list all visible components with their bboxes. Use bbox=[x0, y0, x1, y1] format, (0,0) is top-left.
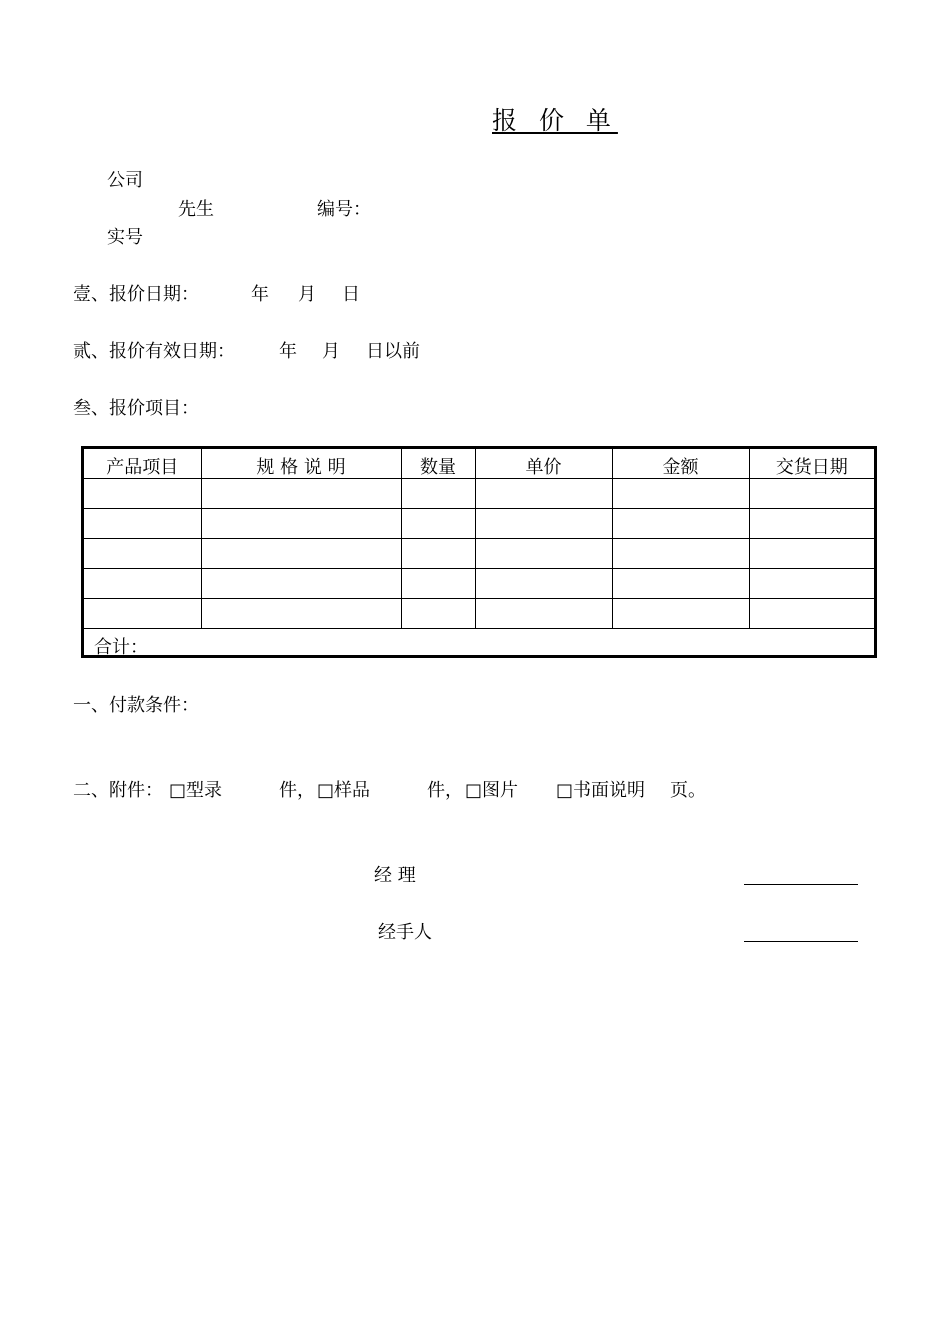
attachments-label: 二、附件： bbox=[73, 780, 163, 801]
table-cell[interactable] bbox=[84, 479, 201, 509]
table-cell[interactable] bbox=[475, 539, 612, 569]
table-cell[interactable] bbox=[84, 509, 201, 539]
table-cell[interactable] bbox=[749, 479, 874, 509]
catalog-checkbox[interactable]: □型录 bbox=[169, 780, 223, 801]
table-cell[interactable] bbox=[401, 509, 475, 539]
table-row bbox=[84, 539, 874, 569]
handler-label: 经手人 bbox=[378, 922, 432, 943]
catalog-unit: 件， bbox=[279, 780, 315, 801]
table-row bbox=[84, 479, 874, 509]
table-cell[interactable] bbox=[201, 479, 401, 509]
quote-date-label: 壹、报价日期： bbox=[73, 284, 199, 305]
column-header: 产品项目 bbox=[84, 449, 201, 479]
samples-unit: 件， bbox=[427, 780, 463, 801]
table-cell[interactable] bbox=[749, 539, 874, 569]
document-title: 报 价 单 bbox=[492, 106, 618, 135]
column-header: 单价 bbox=[475, 449, 612, 479]
table-cell[interactable] bbox=[84, 539, 201, 569]
pictures-checkbox[interactable]: □图片 bbox=[465, 780, 519, 801]
table-cell[interactable] bbox=[475, 509, 612, 539]
written-unit: 页。 bbox=[670, 780, 706, 801]
table-cell[interactable] bbox=[401, 479, 475, 509]
shihao-label: 实号 bbox=[107, 227, 143, 248]
table-row bbox=[84, 599, 874, 629]
table-cell[interactable] bbox=[201, 539, 401, 569]
table-cell[interactable] bbox=[475, 599, 612, 629]
table-cell[interactable] bbox=[401, 569, 475, 599]
table-cell[interactable] bbox=[401, 539, 475, 569]
valid-date-month: 月 bbox=[322, 341, 340, 362]
table-cell[interactable] bbox=[201, 599, 401, 629]
quote-date-month: 月 bbox=[298, 284, 316, 305]
column-header: 数量 bbox=[401, 449, 475, 479]
table-cell[interactable] bbox=[749, 599, 874, 629]
column-header: 金额 bbox=[612, 449, 749, 479]
quote-date-year: 年 bbox=[251, 284, 269, 305]
table-header-row bbox=[84, 449, 874, 479]
written-checkbox[interactable]: □书面说明 bbox=[556, 780, 646, 801]
table-cell[interactable] bbox=[201, 509, 401, 539]
manager-label: 经 理 bbox=[374, 865, 416, 886]
table-cell[interactable] bbox=[612, 509, 749, 539]
table-cell[interactable] bbox=[84, 599, 201, 629]
column-header: 交货日期 bbox=[749, 449, 874, 479]
manager-signature-line[interactable] bbox=[744, 884, 858, 885]
table-cell[interactable] bbox=[749, 569, 874, 599]
samples-checkbox[interactable]: □样品 bbox=[317, 780, 371, 801]
table-total-row bbox=[84, 629, 874, 659]
table-row bbox=[84, 569, 874, 599]
number-label: 编号： bbox=[317, 199, 371, 220]
table-cell[interactable] bbox=[612, 569, 749, 599]
table-cell[interactable] bbox=[612, 599, 749, 629]
valid-date-year: 年 bbox=[279, 341, 297, 362]
table-cell[interactable] bbox=[612, 479, 749, 509]
valid-date-day-before: 日以前 bbox=[366, 341, 420, 362]
column-header: 规 格 说 明 bbox=[201, 449, 401, 479]
table-cell[interactable] bbox=[475, 569, 612, 599]
table-cell[interactable] bbox=[749, 509, 874, 539]
table-cell[interactable] bbox=[612, 539, 749, 569]
valid-date-label: 贰、报价有效日期： bbox=[73, 341, 235, 362]
table-cell[interactable] bbox=[475, 479, 612, 509]
table-row bbox=[84, 509, 874, 539]
items-label: 叁、报价项目： bbox=[73, 398, 199, 419]
handler-signature-line[interactable] bbox=[744, 941, 858, 942]
mister-label: 先生 bbox=[178, 199, 214, 220]
table-cell[interactable] bbox=[401, 599, 475, 629]
company-label: 公司 bbox=[107, 170, 143, 191]
quote-date-day: 日 bbox=[342, 284, 360, 305]
table-cell[interactable] bbox=[84, 569, 201, 599]
total-label: 合计： bbox=[84, 629, 874, 659]
payment-terms-label: 一、付款条件： bbox=[73, 695, 199, 716]
table-cell[interactable] bbox=[201, 569, 401, 599]
quote-table bbox=[81, 446, 877, 658]
